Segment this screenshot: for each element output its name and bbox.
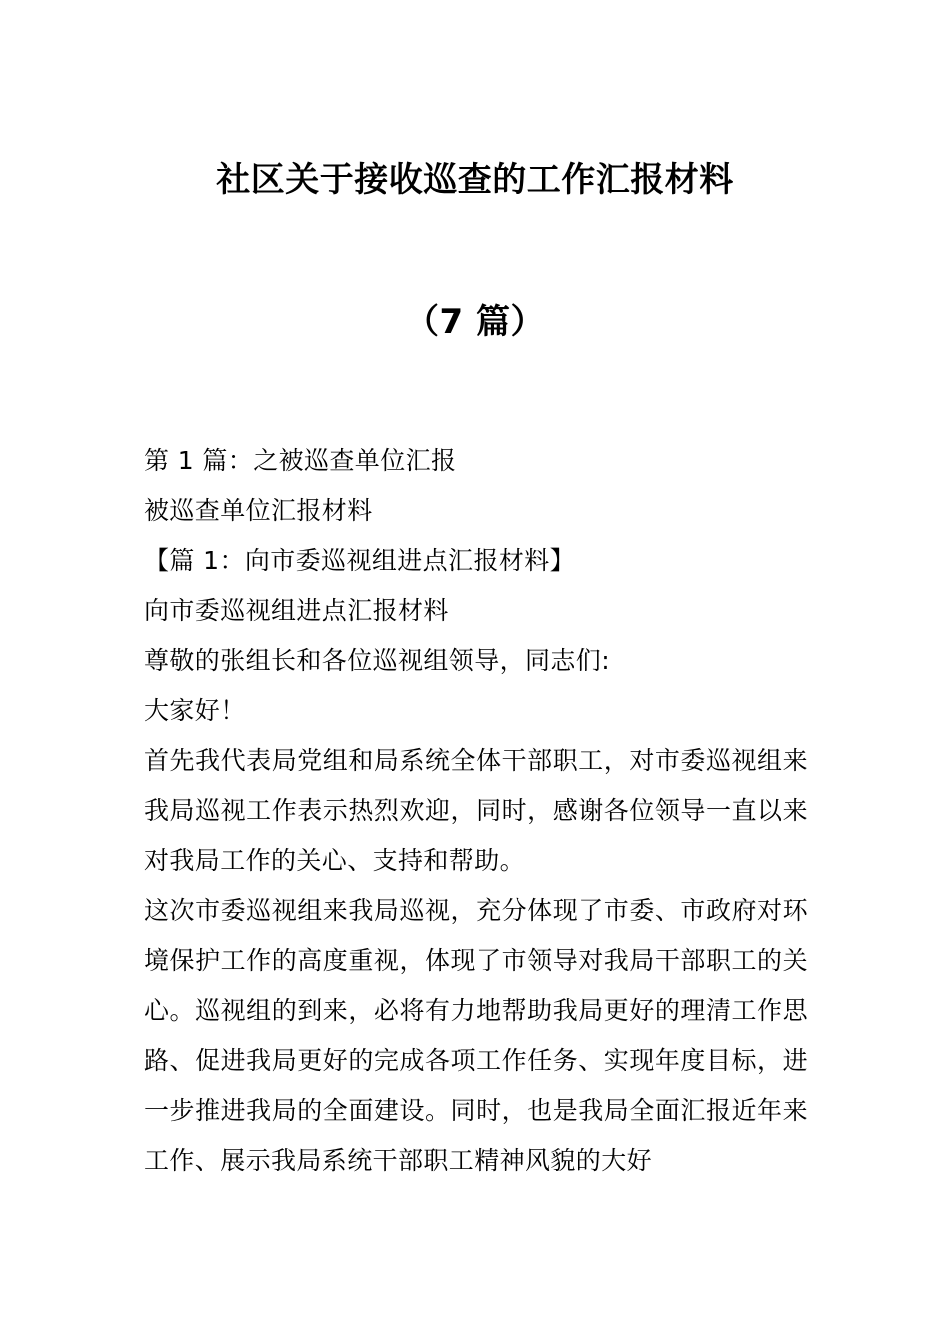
document-title: 社区关于接收巡查的工作汇报材料 bbox=[216, 160, 734, 200]
body-paragraph: 首先我代表局党组和局系统全体干部职工，对市委巡视组来我局巡视工作表示热烈欢迎，同时，感谢各位领导一直以来对我局工作的关心、支持和帮助。 bbox=[144, 746, 808, 875]
article-title: 向市委巡视组进点汇报材料 bbox=[144, 596, 449, 625]
document-subtitle: （7 篇） bbox=[405, 302, 545, 342]
chapter-heading: 第 1 篇：之被巡查单位汇报 bbox=[144, 446, 457, 475]
article-heading: 【篇 1：向市委巡视组进点汇报材料】 bbox=[144, 546, 576, 575]
document-body bbox=[144, 436, 808, 1186]
greeting: 大家好！ bbox=[144, 696, 246, 725]
body-paragraph: 这次市委巡视组来我局巡视，充分体现了市委、市政府对环境保护工作的高度重视，体现了市领导对我局干部职工的关心。巡视组的到来，必将有力地帮助我局更好的理清工作思路、促进我局更好的完成各项工作任务、实现年度目标，进一步推进我局的全面建设。同时，也是我局全面汇报近年来工作、展示我局系统干部职工精神风貌的大好 bbox=[144, 896, 808, 1175]
salutation: 尊敬的张组长和各位巡视组领导，同志们: bbox=[144, 646, 611, 675]
section-title: 被巡查单位汇报材料 bbox=[144, 496, 373, 525]
